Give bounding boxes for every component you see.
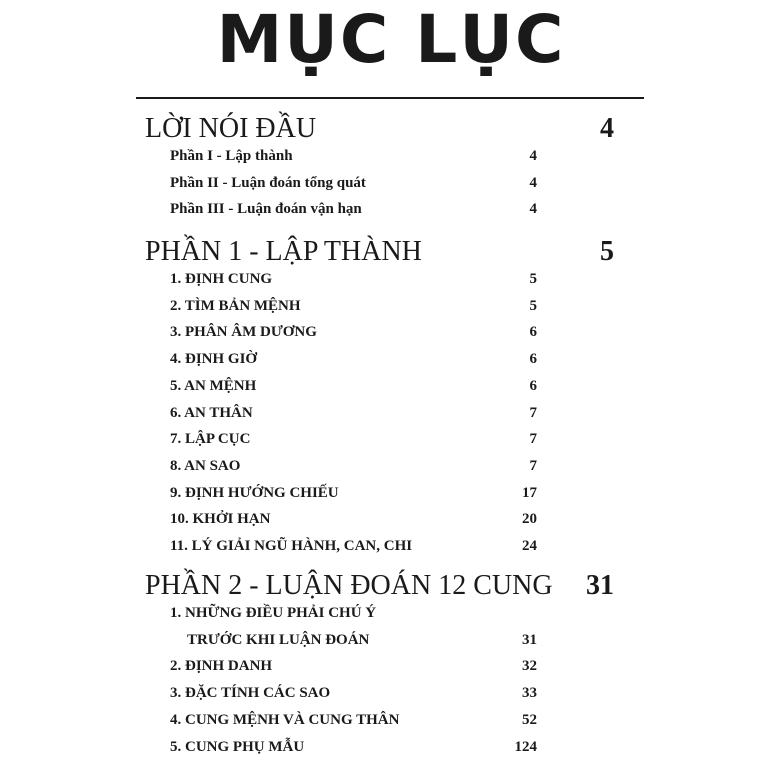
entry-page-number: 20 (522, 511, 537, 528)
entry-page-number: 4 (529, 148, 537, 164)
entry-label: 1. ĐỊNH CUNG (170, 271, 273, 287)
entry-page-number: 4 (529, 174, 537, 191)
entry-label: 10. KHỞI HẠN (170, 511, 271, 528)
entry-page-number: 24 (522, 538, 537, 554)
entry-label: 3. ĐẶC TÍNH CÁC SAO (170, 685, 331, 702)
section-page-number: 5 (600, 236, 614, 267)
entry-page-number: 124 (514, 738, 537, 755)
entry-label: 4. CUNG MỆNH VÀ CUNG THÂN (170, 711, 400, 728)
entry-label: 3. PHÂN ÂM DƯƠNG (170, 324, 317, 341)
entry-label: 8. AN SAO (170, 457, 241, 474)
entry-page-number: 32 (522, 658, 537, 675)
entry-label: Phần I - Lập thành (170, 148, 293, 164)
entry-page-number: 6 (529, 351, 537, 368)
entry-label: 2. TÌM BẢN MỆNH (170, 297, 301, 314)
section-title: LỜI NÓI ĐẦU (145, 113, 317, 144)
entry-page-number: 4 (529, 201, 537, 218)
entry-label: TRƯỚC KHI LUẬN ĐOÁN (187, 631, 370, 648)
entry-page-number: 7 (529, 404, 537, 421)
section-title: PHẦN 1 - LẬP THÀNH (145, 236, 422, 267)
entry-page-number: 33 (522, 685, 537, 702)
entry-label: Phần II - Luận đoán tổng quát (170, 174, 366, 191)
section-title: PHẦN 2 - LUẬN ĐOÁN 12 CUNG (145, 570, 553, 601)
entry-label: 4. ĐỊNH GIỜ (170, 351, 258, 368)
entry-label: 11. LÝ GIẢI NGŨ HÀNH, CAN, CHI (170, 538, 413, 554)
page-title: MỤC LỤC (216, 1, 566, 78)
entry-page-number: 6 (529, 377, 537, 394)
entry-page-number: 6 (529, 324, 537, 341)
entry-label: 6. AN THÂN (170, 404, 253, 421)
section-page-number: 31 (586, 570, 614, 601)
entry-page-number: 31 (522, 631, 537, 648)
entry-page-number: 7 (529, 431, 537, 448)
entry-page-number: 52 (522, 711, 537, 728)
entry-label: 7. LẬP CỤC (170, 431, 251, 448)
entry-page-number: 5 (529, 271, 537, 287)
entry-label: 5. CUNG PHỤ MẪU (170, 738, 305, 755)
section-page-number: 4 (600, 113, 614, 144)
entry-label: 2. ĐỊNH DANH (170, 658, 273, 675)
entry-page-number: 5 (529, 297, 537, 314)
entry-page-number: 17 (522, 484, 537, 501)
entry-label: 5. AN MỆNH (170, 377, 257, 394)
entry-page-number: 7 (529, 457, 537, 474)
entry-label: 1. NHỮNG ĐIỀU PHẢI CHÚ Ý (170, 605, 377, 621)
entry-label: 9. ĐỊNH HƯỚNG CHIẾU (170, 484, 339, 501)
entry-label: Phần III - Luận đoán vận hạn (170, 201, 362, 218)
